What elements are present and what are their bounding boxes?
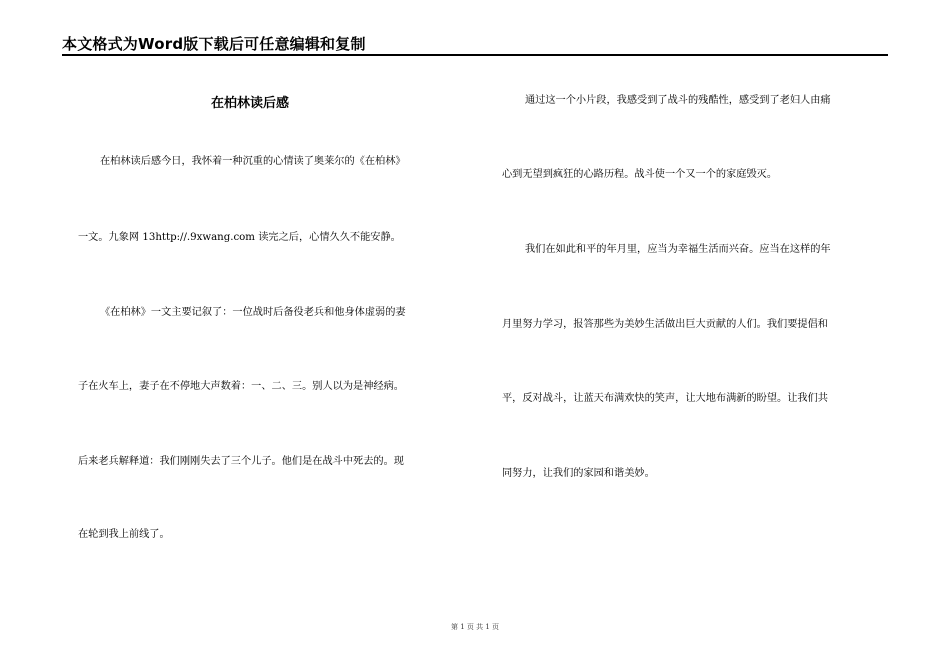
header-banner: 本文格式为Word版下载后可任意编辑和复制 — [62, 35, 366, 53]
paragraph-line: 在柏林读后感今日，我怀着一种沉重的心情读了奥莱尔的《在柏林》 — [100, 156, 406, 167]
paragraph-line: 平，反对战斗，让蓝天布满欢快的笑声，让大地布满新的盼望。让我们共 — [502, 393, 828, 404]
paragraph-line: 一文。九象网 13http://.9xwang.com 读完之后，心情久久不能安静。 — [78, 232, 401, 243]
document-title: 在柏林读后感 — [210, 96, 289, 111]
paragraph-line: 后来老兵解释道：我们刚刚失去了三个儿子。他们是在战斗中死去的。现 — [78, 456, 404, 467]
paragraph-line: 我们在如此和平的年月里，应当为幸福生活而兴奋。应当在这样的年 — [525, 244, 831, 255]
paragraph-line: 《在柏林》一文主要记叙了：一位战时后备役老兵和他身体虚弱的妻 — [100, 307, 406, 318]
paragraph-line: 在轮到我上前线了。 — [78, 529, 170, 540]
header-divider — [62, 54, 888, 56]
paragraph-line: 通过这一个小片段，我感受到了战斗的残酷性，感受到了老妇人由痛 — [525, 95, 831, 106]
page-number: 第 1 页 共 1 页 — [450, 623, 500, 631]
paragraph-line: 同努力，让我们的家园和谐美妙。 — [502, 468, 655, 479]
paragraph-line: 心到无望到疯狂的心路历程。战斗使一个又一个的家庭毁灭。 — [502, 169, 778, 180]
paragraph-line: 月里努力学习，报答那些为美妙生活做出巨大贡献的人们。我们要提倡和 — [502, 319, 828, 330]
paragraph-line: 子在火车上，妻子在不停地大声数着：一、二、三。别人以为是神经病。 — [78, 381, 404, 392]
